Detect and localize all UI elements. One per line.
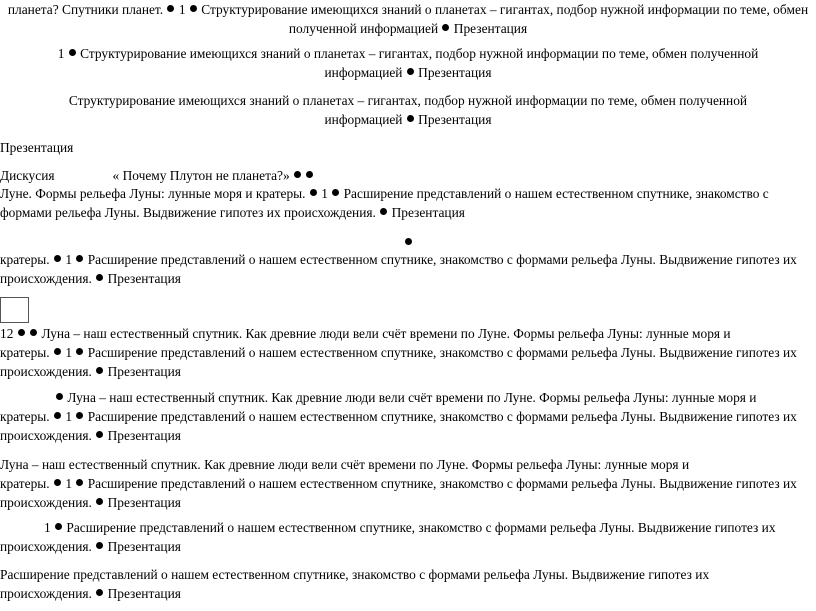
bullet-icon: [442, 24, 449, 31]
discussion-line: [0, 166, 800, 185]
bullet-icon: [190, 5, 197, 12]
bullet-icon: [96, 542, 103, 549]
text-line: происхождения. Презентация: [0, 586, 181, 601]
text-line: происхождения. Презентация: [0, 539, 181, 554]
text-line: кратеры. 1 Расширение представлений о нашем естественном спутнике, знакомство с формами рельефа Луны. Выдвижение гипотез их: [0, 476, 797, 491]
text-line: Презентация: [0, 140, 74, 155]
discussion-label: Дискусия: [0, 168, 55, 183]
text-line: Луна – наш естественный спутник. Как древние люди вели счёт времени по Луне. Формы рельефа Луны: лунные моря и: [0, 457, 690, 472]
bullet-icon: [96, 498, 103, 505]
text-line: происхождения. Презентация: [0, 364, 181, 379]
paragraph-3: [0, 91, 816, 129]
bullet-icon: [54, 348, 61, 355]
bullet-icon: [54, 255, 61, 262]
bullet-icon: [306, 171, 313, 178]
text-line: формами рельефа Луны. Выдвижение гипотез их происхождения. Презентация: [0, 205, 465, 220]
bullet-icon: [96, 431, 103, 438]
paragraph-8: [0, 250, 800, 288]
bullet-icon: [310, 189, 317, 196]
bullet-icon: [96, 589, 103, 596]
bullet-icon: [54, 479, 61, 486]
bullet-icon: [405, 238, 412, 245]
bullet-icon: [380, 208, 387, 215]
bullet-icon: [55, 523, 62, 530]
text-line: информацией Презентация: [324, 112, 492, 127]
paragraph-12: [0, 518, 800, 556]
text-line: Структурирование имеющихся знаний о планетах – гигантах, подбор нужной информации по теме, обмен полученной: [68, 93, 748, 108]
text-line: Луна – наш естественный спутник. Как древние люди вели счёт времени по Луне. Формы рельефа Луны: лунные моря и: [0, 388, 800, 407]
empty-image-box: [0, 297, 29, 323]
paragraph-9: [0, 324, 800, 381]
text-line: полученной информацией Презентация: [288, 21, 528, 36]
text-line: 1 Расширение представлений о нашем естественном спутнике, знакомство с формами рельефа Луны. Выдвижение гипотез их: [44, 520, 776, 535]
bullet-icon: [96, 367, 103, 374]
bullet-icon: [167, 5, 174, 12]
text-line: происхождения. Презентация: [0, 428, 181, 443]
bullet-icon: [54, 412, 61, 419]
bullet-icon: [96, 274, 103, 281]
paragraph-1: [0, 0, 816, 38]
text-line: происхождения. Презентация: [0, 271, 181, 286]
bullet-icon: [30, 329, 37, 336]
bullet-icon: [76, 412, 83, 419]
bullet-icon: [332, 189, 339, 196]
discussion-topic: « Почему Плутон не планета?»: [113, 168, 315, 183]
bullet-icon: [69, 49, 76, 56]
bullet-icon: [76, 479, 83, 486]
bullet-icon: [18, 329, 25, 336]
text-line: 1 Структурирование имеющихся знаний о планетах – гигантах, подбор нужной информации по теме, обмен полученной: [57, 46, 759, 61]
bullet-icon: [294, 171, 301, 178]
paragraph-11: [0, 455, 800, 512]
bullet-icon: [76, 348, 83, 355]
paragraph-4: [0, 138, 800, 157]
bullet-icon: [76, 255, 83, 262]
text-line: кратеры. 1 Расширение представлений о нашем естественном спутнике, знакомство с формами рельефа Луны. Выдвижение гипотез их: [0, 345, 797, 360]
text-line: планета? Спутники планет. 1 Структурирование имеющихся знаний о планетах – гигантах, подбор нужной информации по теме, обмен: [7, 2, 809, 17]
text-line: кратеры. 1 Расширение представлений о нашем естественном спутнике, знакомство с формами рельефа Луны. Выдвижение гипотез их: [0, 252, 797, 267]
paragraph-6: [0, 184, 800, 222]
paragraph-13: [0, 565, 800, 603]
bullet-icon: [407, 68, 414, 75]
text-line: происхождения. Презентация: [0, 495, 181, 510]
text-line: 12 Луна – наш естественный спутник. Как древние люди вели счёт времени по Луне. Формы рельефа Луны: лунные моря и: [0, 326, 731, 341]
paragraph-10: [0, 388, 800, 445]
bullet-icon: [56, 393, 63, 400]
text-line: информацией Презентация: [324, 65, 492, 80]
bullet-icon: [407, 115, 414, 122]
text-line: кратеры. 1 Расширение представлений о нашем естественном спутнике, знакомство с формами рельефа Луны. Выдвижение гипотез их: [0, 409, 797, 424]
paragraph-2: [0, 44, 816, 82]
text-line: Луне. Формы рельефа Луны: лунные моря и кратеры. 1 Расширение представлений о нашем естественном спутнике, знакомство с: [0, 186, 769, 201]
paragraph-5: [0, 166, 800, 185]
text-line: Расширение представлений о нашем естественном спутнике, знакомство с формами рельефа Луны. Выдвижение гипотез их: [0, 567, 710, 582]
